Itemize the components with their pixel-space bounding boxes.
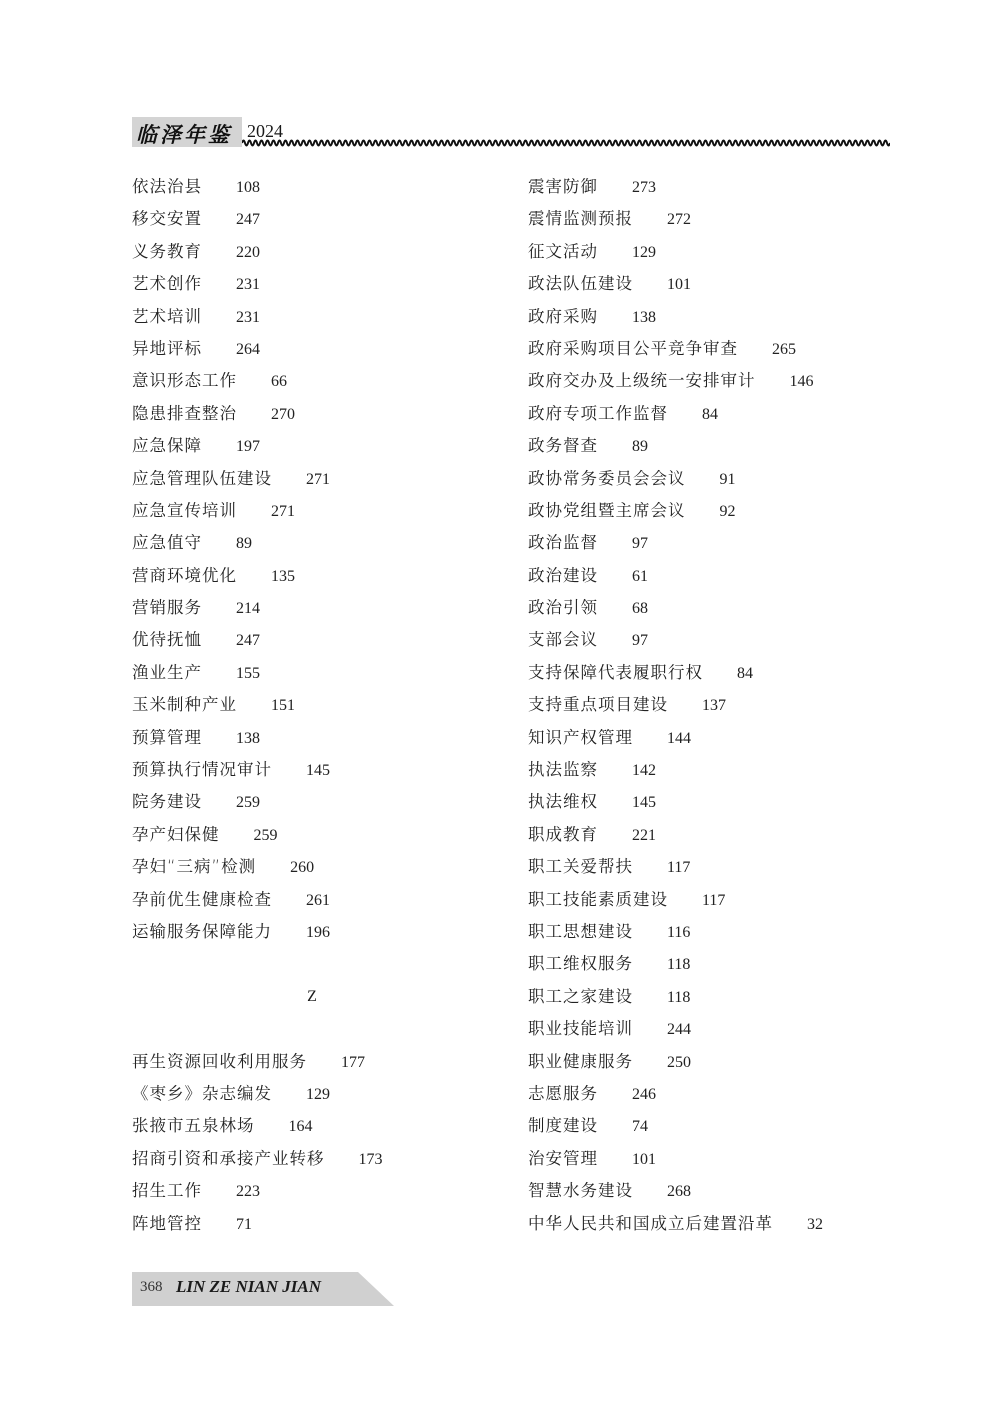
index-entry	[132, 851, 492, 883]
index-term: 政府采购项目公平竞争审查	[528, 338, 738, 358]
index-page-number: 177	[341, 1053, 365, 1071]
index-entry	[132, 916, 492, 948]
index-page-number: 135	[271, 567, 295, 585]
index-entry	[132, 1110, 492, 1142]
index-term: 依法治县	[132, 177, 202, 196]
index-page-number: 138	[236, 729, 260, 747]
index-term: 政协党组暨主席会议	[528, 500, 686, 520]
index-entry	[132, 624, 492, 656]
index-entry	[528, 463, 908, 495]
index-entry	[132, 430, 492, 462]
index-entry	[132, 786, 492, 818]
index-page-number: 117	[702, 891, 726, 909]
index-term: 艺术创作	[132, 274, 202, 294]
index-term: 运输服务保障能力	[132, 921, 272, 941]
index-term: 隐患排查整治	[132, 403, 237, 423]
spacer	[132, 1013, 492, 1045]
index-term: 玉米制种产业	[132, 695, 237, 715]
section-letter-heading: Z	[307, 987, 317, 1005]
index-term: 政法队伍建设	[528, 274, 633, 294]
index-column-left	[132, 171, 492, 1240]
index-term: 张掖市五泉林场	[132, 1116, 255, 1136]
index-term: 职成教育	[528, 824, 598, 844]
index-entry	[132, 592, 492, 624]
index-page-number: 223	[236, 1183, 260, 1201]
index-entry	[132, 495, 492, 527]
index-entry	[132, 1143, 492, 1175]
index-entry	[528, 560, 908, 592]
index-entry	[528, 203, 908, 235]
index-term: 制度建设	[528, 1116, 598, 1136]
index-page-number: 129	[306, 1085, 330, 1103]
index-entry	[528, 365, 908, 397]
index-entry	[528, 1110, 908, 1142]
index-page-number: 246	[632, 1085, 656, 1103]
index-page-number: 92	[719, 502, 736, 520]
index-term: 孕妇“三病”检测	[132, 857, 257, 877]
index-entry	[132, 527, 492, 559]
index-entry	[132, 463, 492, 495]
index-page-number: 197	[236, 438, 260, 456]
index-term: 预算执行情况审计	[132, 760, 272, 780]
index-page-number: 265	[772, 340, 796, 358]
index-page-number: 32	[807, 1215, 823, 1233]
index-term: 《枣乡》杂志编发	[132, 1083, 272, 1103]
index-page-number: 101	[632, 1150, 656, 1168]
index-column-right	[528, 171, 908, 1240]
index-page-number: 260	[290, 859, 315, 877]
index-page-number: 89	[632, 438, 648, 456]
index-page-number: 108	[236, 179, 260, 196]
index-entry	[528, 333, 908, 365]
index-entry	[528, 527, 908, 559]
index-term: 支部会议	[528, 630, 598, 650]
index-page-number: 155	[236, 664, 260, 682]
index-entry	[132, 171, 492, 203]
index-entry	[528, 495, 908, 527]
index-entry	[528, 916, 908, 948]
index-term: 支持保障代表履职行权	[528, 662, 703, 682]
index-page-number: 273	[632, 179, 656, 196]
index-entry	[528, 171, 908, 203]
index-term: 营商环境优化	[132, 565, 237, 585]
index-page-number: 84	[702, 405, 718, 423]
index-entry	[132, 398, 492, 430]
index-entry	[132, 560, 492, 592]
index-term: 震害防御	[528, 177, 598, 196]
index-term: 职业技能培训	[528, 1019, 633, 1039]
index-term: 志愿服务	[528, 1083, 598, 1103]
index-term: 政治引领	[528, 598, 598, 618]
index-page-number: 261	[306, 891, 330, 909]
index-term: 艺术培训	[132, 306, 202, 326]
index-page-number: 271	[271, 502, 295, 520]
index-entry	[528, 1078, 908, 1110]
index-entry	[528, 786, 908, 818]
index-entry	[528, 1013, 908, 1045]
page-header	[132, 117, 890, 149]
index-term: 异地评标	[132, 338, 202, 358]
index-term: 执法监察	[528, 760, 598, 780]
index-term: 应急管理队伍建设	[132, 468, 272, 488]
index-page-number: 142	[632, 762, 656, 780]
index-entry	[528, 236, 908, 268]
index-entry	[132, 1078, 492, 1110]
index-entry	[528, 301, 908, 333]
index-term: 治安管理	[528, 1148, 598, 1168]
index-term: 政府专项工作监督	[528, 403, 668, 423]
index-term: 政治建设	[528, 565, 598, 585]
index-entry	[132, 365, 492, 397]
index-entry	[132, 819, 492, 851]
index-page-number: 61	[632, 567, 648, 585]
index-term: 执法维权	[528, 792, 598, 812]
index-page-number: 244	[667, 1021, 691, 1039]
index-page-number: 71	[236, 1215, 252, 1233]
index-page-number: 89	[236, 535, 252, 553]
index-entry	[132, 884, 492, 916]
index-term: 渔业生产	[132, 662, 202, 682]
index-page-number: 145	[306, 762, 330, 780]
index-term: 政府采购	[528, 306, 598, 326]
index-entry	[132, 1208, 492, 1240]
index-page-number: 66	[271, 373, 287, 391]
index-term: 中华人民共和国成立后建置沿革	[528, 1213, 773, 1233]
index-page-number: 138	[632, 308, 656, 326]
index-entry	[132, 301, 492, 333]
index-term: 应急值守	[132, 533, 202, 553]
index-entry	[132, 657, 492, 689]
index-entry	[528, 981, 908, 1013]
index-page-number: 247	[236, 632, 260, 650]
index-term: 征文活动	[528, 241, 598, 261]
index-page-number: 118	[667, 988, 691, 1006]
index-page-number: 259	[236, 794, 260, 812]
index-term: 招商引资和承接产业转移	[132, 1148, 325, 1168]
index-page-number: 196	[306, 923, 330, 941]
index-entry	[528, 398, 908, 430]
index-term: 孕前优生健康检查	[132, 889, 272, 909]
index-entry	[528, 819, 908, 851]
index-page-number: 272	[667, 211, 691, 229]
index-page-number: 250	[667, 1053, 691, 1071]
index-entry	[132, 1175, 492, 1207]
index-page-number: 101	[667, 276, 691, 294]
index-entry	[528, 884, 908, 916]
index-page-number: 68	[632, 600, 648, 618]
index-term: 职工关爱帮扶	[528, 857, 633, 877]
index-term: 营销服务	[132, 598, 202, 618]
index-term: 智慧水务建设	[528, 1181, 633, 1201]
index-page-number: 97	[632, 535, 648, 553]
index-page-number: 271	[306, 470, 330, 488]
header-logo-box	[132, 117, 242, 147]
index-page-number: 74	[632, 1118, 648, 1136]
index-term: 意识形态工作	[132, 371, 237, 391]
index-term: 义务教育	[132, 241, 202, 261]
header-year: 2024	[247, 121, 283, 141]
index-entry	[528, 624, 908, 656]
index-entry	[132, 754, 492, 786]
index-entry	[528, 1175, 908, 1207]
index-page-number: 247	[236, 211, 260, 229]
index-term: 职工思想建设	[528, 921, 633, 941]
index-page-number: 231	[236, 308, 260, 326]
index-page-number: 97	[632, 632, 648, 650]
index-entry	[528, 754, 908, 786]
index-page-number: 118	[667, 956, 691, 974]
index-term: 院务建设	[132, 792, 202, 812]
index-entry	[132, 689, 492, 721]
index-entry	[528, 430, 908, 462]
index-entry	[528, 851, 908, 883]
index-term: 政务督查	[528, 436, 598, 456]
index-term: 职工之家建设	[528, 986, 633, 1006]
index-term: 震情监测预报	[528, 209, 633, 229]
index-term: 优待抚恤	[132, 630, 202, 650]
index-term: 政协常务委员会会议	[528, 468, 686, 488]
index-page-number: 144	[667, 729, 691, 747]
index-term: 预算管理	[132, 727, 202, 747]
index-entry	[528, 1046, 908, 1078]
index-term: 职工技能素质建设	[528, 889, 668, 909]
index-page-number: 91	[719, 470, 736, 488]
index-entry	[528, 1143, 908, 1175]
page-footer	[132, 1272, 394, 1306]
index-term: 政治监督	[528, 533, 598, 553]
spacer	[132, 948, 492, 980]
index-page-number: 137	[702, 697, 726, 715]
header-logo: 临泽年鉴	[136, 123, 232, 147]
index-page-number: 145	[632, 794, 656, 812]
index-term: 孕产妇保健	[132, 824, 220, 844]
index-entry	[528, 592, 908, 624]
footer-page-number: 368	[140, 1279, 163, 1295]
index-page-number: 116	[667, 923, 691, 941]
index-page-number: 129	[632, 243, 656, 261]
index-term: 阵地管控	[132, 1213, 202, 1233]
index-entry	[132, 722, 492, 754]
index-term: 再生资源回收利用服务	[132, 1051, 307, 1071]
index-entry	[528, 722, 908, 754]
header-wave-rule	[242, 137, 890, 149]
index-term: 招生工作	[132, 1181, 202, 1201]
index-entry	[528, 689, 908, 721]
index-page-number: 173	[358, 1150, 383, 1168]
index-page-number: 146	[789, 373, 814, 391]
index-term: 职业健康服务	[528, 1051, 633, 1071]
index-entry	[132, 268, 492, 300]
index-term: 应急保障	[132, 436, 202, 456]
index-page-number: 264	[236, 340, 260, 358]
index-term: 职工维权服务	[528, 954, 633, 974]
index-entry	[132, 1046, 492, 1078]
index-page-number: 270	[271, 405, 295, 423]
index-page-number: 221	[632, 826, 656, 844]
index-entry	[528, 657, 908, 689]
index-page-number: 259	[253, 826, 278, 844]
index-page-number: 220	[236, 243, 260, 261]
footer-title: LIN ZE NIAN JIAN	[176, 1277, 321, 1296]
index-entry	[528, 948, 908, 980]
index-term: 移交安置	[132, 209, 202, 229]
index-term: 知识产权管理	[528, 727, 633, 747]
index-page-number: 164	[288, 1118, 313, 1136]
index-term: 政府交办及上级统一安排审计	[528, 371, 756, 391]
index-page-number: 268	[667, 1183, 691, 1201]
index-entry	[132, 236, 492, 268]
index-entry	[132, 333, 492, 365]
index-page-number: 214	[236, 600, 260, 618]
index-page-number: 151	[271, 697, 295, 715]
index-entry	[528, 1208, 908, 1240]
index-page-number: 117	[667, 859, 691, 877]
index-term: 应急宣传培训	[132, 500, 237, 520]
index-term: 支持重点项目建设	[528, 695, 668, 715]
index-page-number: 84	[737, 664, 753, 682]
index-page-number: 231	[236, 276, 260, 294]
index-entry	[132, 203, 492, 235]
index-entry	[528, 268, 908, 300]
